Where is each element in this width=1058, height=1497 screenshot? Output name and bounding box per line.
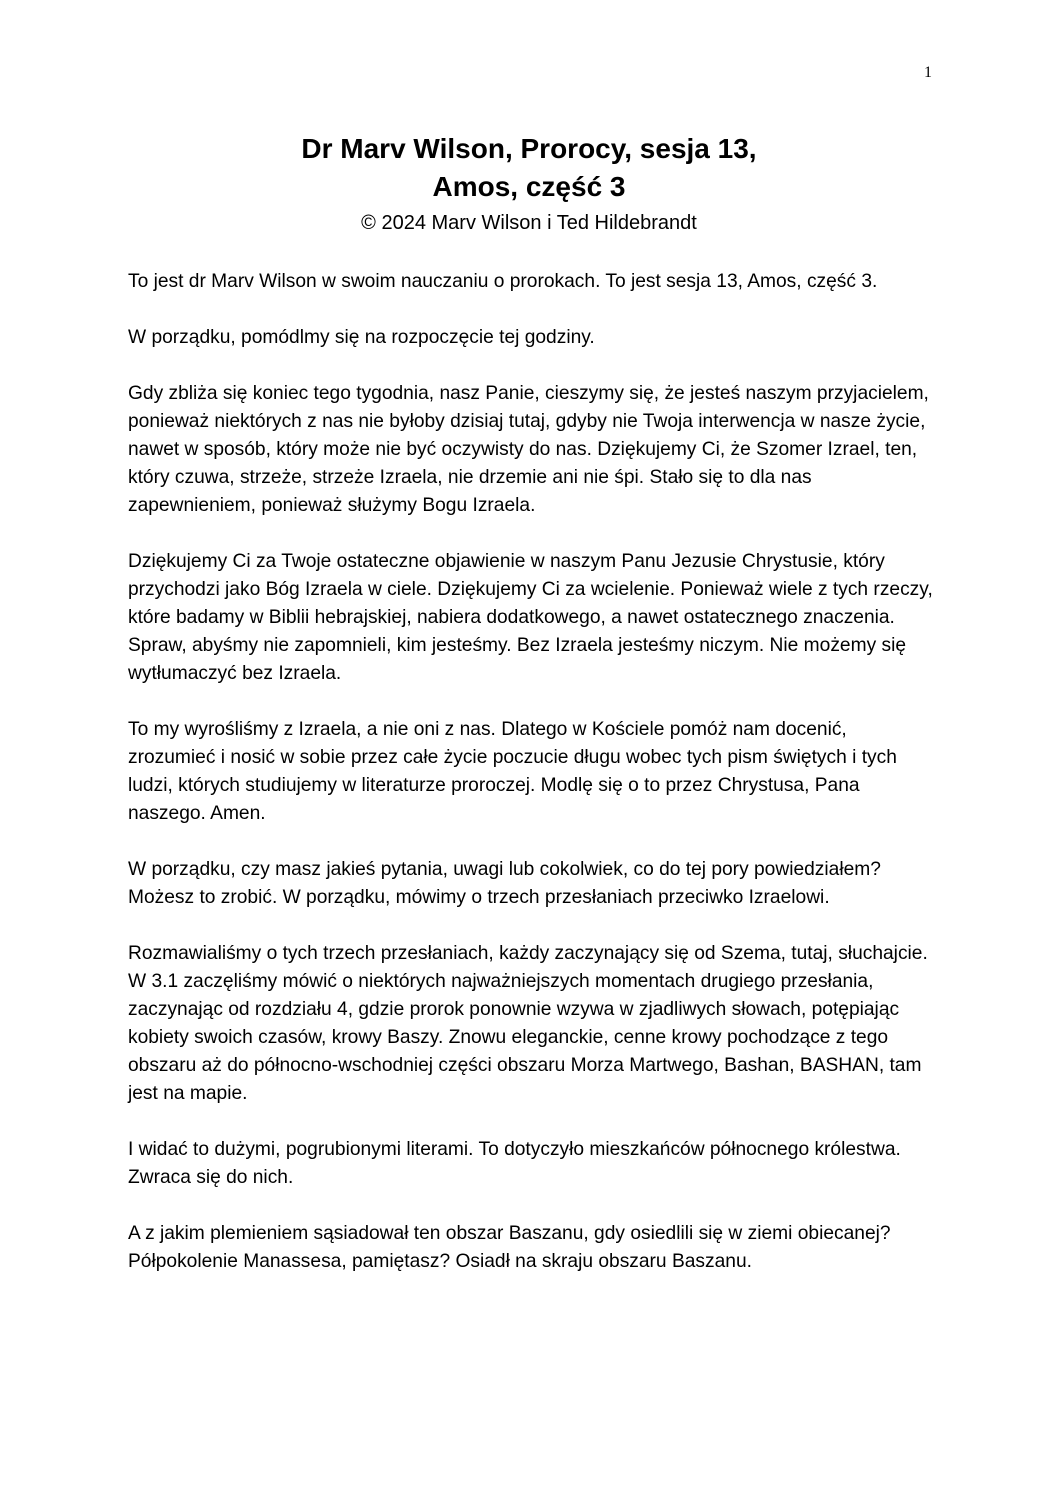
- copyright-notice: © 2024 Marv Wilson i Ted Hildebrandt: [361, 212, 697, 234]
- paragraph: A z jakim plemieniem sąsiadował ten obszar Baszanu, gdy osiedlili się w ziemi obiecanej? Półpokolenie Manassesa, pamiętasz? Osiadł na skraju obszaru Baszanu.: [128, 1223, 891, 1272]
- paragraph: Gdy zbliża się koniec tego tygodnia, nasz Panie, cieszymy się, że jesteś naszym przyjacielem, ponieważ niektórych z nas nie byłoby dzisiaj tutaj, gdyby nie Twoja interwencja w nasze życie, nawet w sposób, który może nie być oczywisty do nas. Dziękujemy Ci, że Szomer Izrael, ten, który czuwa, strzeże, strzeże Izraela, nie drzemie ani nie śpi. Stało się to dla nas zapewnieniem, ponieważ służymy Bogu Izraela.: [128, 383, 929, 516]
- paragraph: W porządku, pomódlmy się na rozpoczęcie tej godziny.: [128, 327, 595, 348]
- document-header: [0, 130, 1058, 238]
- paragraph: Rozmawialiśmy o tych trzech przesłaniach, każdy zaczynający się od Szema, tutaj, słuchajcie. W 3.1 zaczęliśmy mówić o niektórych najważniejszych momentach drugiego przesłania, zaczynając od rozdziału 4, gdzie prorok ponownie wzywa w zjadliwych słowach, potępiając kobiety swoich czasów, krowy Baszy. Znowu eleganckie, cenne krowy pochodzące z tego obszaru aż do północno-wschodniej części obszaru Morza Martwego, Bashan, BASHAN, tam jest na mapie.: [128, 943, 928, 1104]
- document-title-line-1: Dr Marv Wilson, Prorocy, sesja 13,: [301, 133, 757, 164]
- paragraph: W porządku, czy masz jakieś pytania, uwagi lub cokolwiek, co do tej pory powiedziałem? Możesz to zrobić. W porządku, mówimy o trzech przesłaniach przeciwko Izraelowi.: [128, 859, 881, 908]
- page-number: 1: [924, 64, 932, 81]
- document-title-line-2: Amos, część 3: [432, 171, 626, 202]
- paragraph: To my wyrośliśmy z Izraela, a nie oni z nas. Dlatego w Kościele pomóż nam docenić, zrozumieć i nosić w sobie przez całe życie poczucie długu wobec tych pism świętych i tych ludzi, których studiujemy w literaturze proroczej. Modlę się o to przez Chrystusa, Pana naszego. Amen.: [128, 719, 897, 824]
- document-body: [128, 268, 934, 1304]
- paragraph: To jest dr Marv Wilson w swoim nauczaniu o prorokach. To jest sesja 13, Amos, część 3.: [128, 271, 878, 292]
- paragraph: I widać to dużymi, pogrubionymi literami. To dotyczyło mieszkańców północnego królestwa. Zwraca się do nich.: [128, 1139, 901, 1188]
- paragraph: Dziękujemy Ci za Twoje ostateczne objawienie w naszym Panu Jezusie Chrystusie, który przychodzi jako Bóg Izraela w ciele. Dziękujemy Ci za wcielenie. Ponieważ wiele z tych rzeczy, które badamy w Biblii hebrajskiej, nabiera dodatkowego, a nawet ostatecznego znaczenia. Spraw, abyśmy nie zapomnieli, kim jesteśmy. Bez Izraela jesteśmy niczym. Nie możemy się wytłumaczyć bez Izraela.: [128, 551, 933, 684]
